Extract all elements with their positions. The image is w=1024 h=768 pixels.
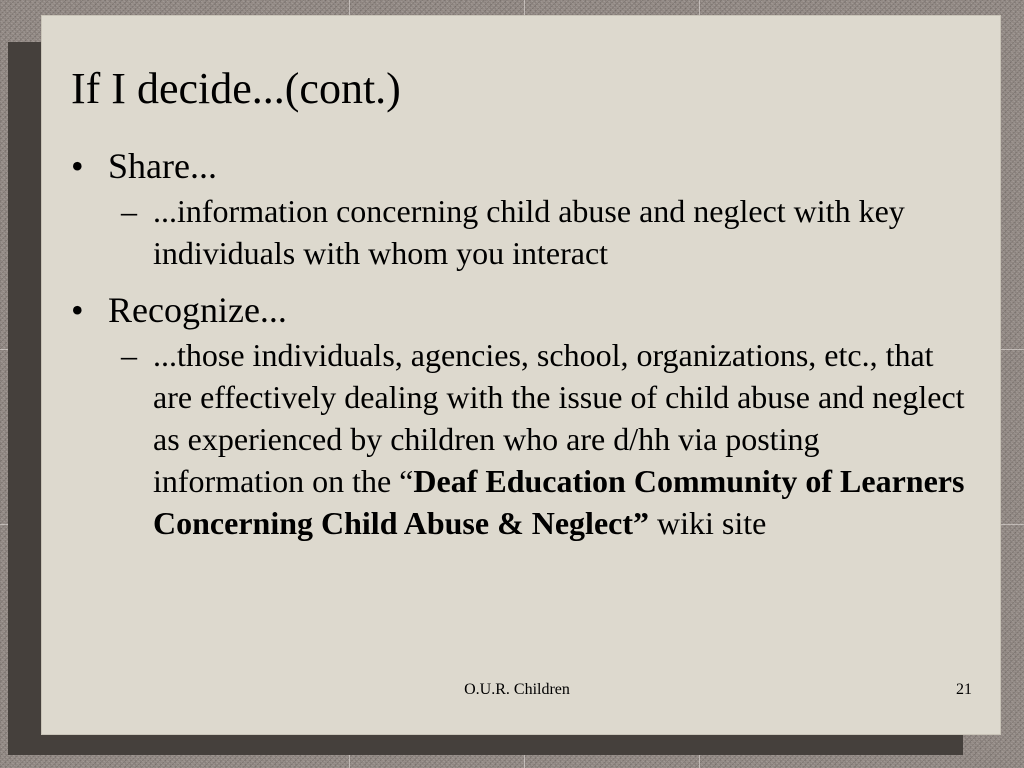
footer-label: O.U.R. Children	[464, 681, 570, 698]
slide-number: 21	[956, 681, 972, 698]
bullet-marker: •	[71, 146, 84, 186]
sub-bullet-text-end: wiki site	[649, 505, 767, 541]
slide	[42, 16, 1000, 734]
sub-bullet-share	[71, 190, 976, 274]
sub-bullet-text: ...information concerning child abuse and neglect with key individuals with whom you interact	[153, 193, 905, 271]
dash-marker: –	[121, 337, 137, 373]
sub-bullet-recognize	[71, 334, 976, 544]
bullet-label: Share...	[108, 146, 217, 186]
bullet-label: Recognize...	[108, 290, 287, 330]
bullet-list	[71, 144, 976, 558]
sub-bullet-text: ...those individuals, agencies, school, organizations, etc., that are effectively dealing with the issue of child abuse and neglect as experienced by children who are d/hh via posting information on the “	[153, 337, 965, 499]
dash-marker: –	[121, 193, 137, 229]
bullet-item-recognize	[71, 288, 976, 332]
slide-title: If I decide...(cont.)	[71, 64, 401, 113]
bullet-marker: •	[71, 290, 84, 330]
bullet-item-share	[71, 144, 976, 188]
wiki-site-name: Deaf Education Community of Learners Concerning Child Abuse & Neglect”	[153, 463, 965, 541]
